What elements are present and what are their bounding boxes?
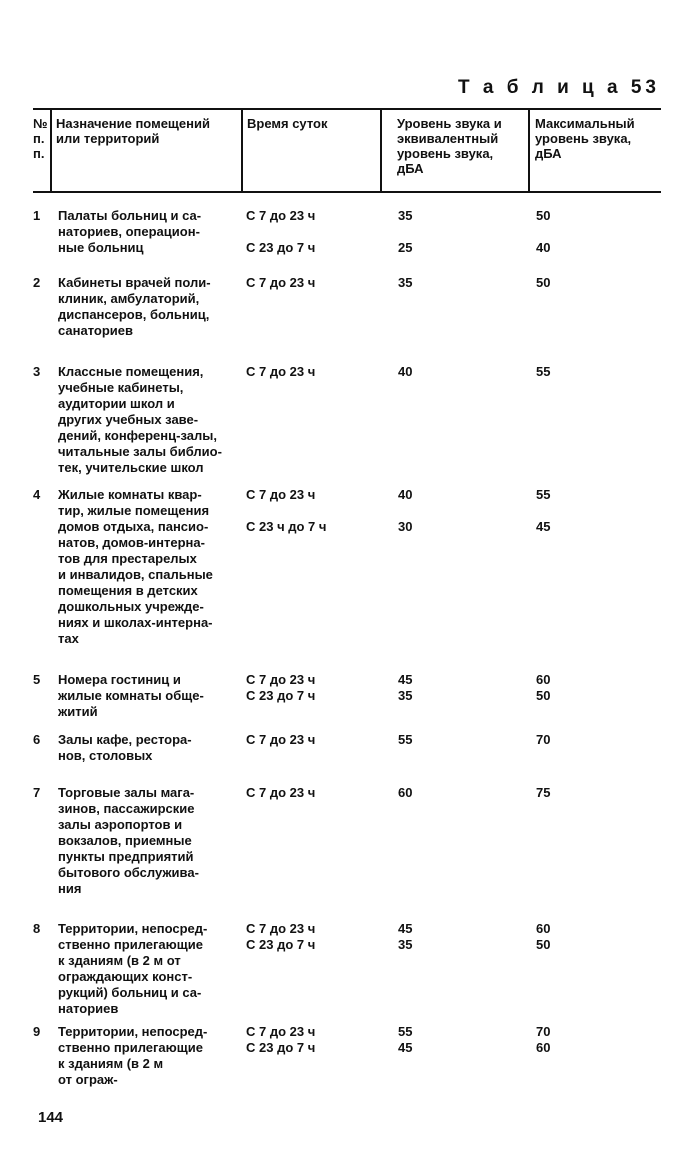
row-number: 1 — [33, 208, 41, 223]
table-row — [0, 208, 700, 275]
row-purpose: Классные помещения, учебные кабинеты, аудитории школ и других учебных заве- дений, конференц-залы, читальные залы библио- тек, учительские школ — [58, 364, 222, 475]
row-purpose: Палаты больниц и са- наториев, операцион- ные больниц — [58, 208, 202, 255]
row-time: С 7 до 23 ч — [246, 487, 316, 502]
header-num: № п. п. — [33, 116, 48, 161]
row-level: 55 — [398, 1024, 413, 1039]
row-level-cell — [398, 364, 498, 380]
row-max: 60 — [536, 1040, 551, 1055]
row-time: С 23 до 7 ч — [246, 688, 316, 703]
table-row — [0, 487, 700, 672]
row-level: 45 — [398, 921, 413, 936]
row-time-cell — [246, 1024, 386, 1056]
row-time: С 23 до 7 ч — [246, 937, 316, 952]
col-divider — [50, 109, 52, 191]
row-number: 4 — [33, 487, 41, 502]
header-level: Уровень звука и эквивалентный уровень звука, дБА — [397, 116, 502, 176]
row-time-cell — [246, 732, 386, 748]
row-time-cell — [246, 921, 386, 953]
row-number: 7 — [33, 785, 41, 800]
row-level-cell — [398, 208, 498, 256]
row-time: С 7 до 23 ч — [246, 732, 316, 747]
row-level: 45 — [398, 1040, 413, 1055]
row-number: 3 — [33, 364, 41, 379]
header-time: Время суток — [247, 116, 328, 131]
row-time: С 7 до 23 ч — [246, 364, 316, 379]
header-bottom-rule — [33, 191, 661, 193]
row-purpose: Кабинеты врачей поли- клиник, амбулаторий, диспансеров, больниц, санаториев — [58, 275, 211, 338]
table-row — [0, 921, 700, 1024]
row-level: 45 — [398, 672, 413, 687]
row-max-cell — [536, 1024, 636, 1056]
row-time-cell — [246, 487, 386, 535]
table-row — [0, 732, 700, 785]
row-max-cell — [536, 208, 636, 256]
row-number: 6 — [33, 732, 41, 747]
row-level-cell — [398, 487, 498, 535]
row-max: 50 — [536, 688, 551, 703]
row-level-cell — [398, 672, 498, 704]
header-max: Максимальный уровень звука, дБА — [535, 116, 635, 161]
row-purpose: Жилые комнаты квар- тир, жилые помещения домов отдыха, пансио- натов, домов-интерна- тов для престарелых и инвалидов, спальные помещения в детских дошкольных учрежде- ниях и школах-интерна- тах — [58, 487, 213, 646]
row-time: С 7 до 23 ч — [246, 208, 316, 223]
table-title: Т а б л и ц а 53 — [458, 77, 660, 98]
row-time: С 7 до 23 ч — [246, 275, 316, 290]
row-level-cell — [398, 275, 498, 291]
row-time: С 7 до 23 ч — [246, 1024, 316, 1039]
row-max: 45 — [536, 519, 551, 534]
row-level: 35 — [398, 688, 413, 703]
row-time: С 23 до 7 ч — [246, 240, 316, 255]
row-purpose: Территории, непосред- ственно прилегающие к зданиям (в 2 м от ограж- — [58, 1024, 208, 1087]
row-level: 35 — [398, 937, 413, 952]
col-divider — [528, 109, 530, 191]
row-purpose: Территории, непосред- ственно прилегающие к зданиям (в 2 м от ограждающих конст- рукций) больниц и са- наториев — [58, 921, 208, 1016]
row-level: 30 — [398, 519, 413, 534]
col-divider — [380, 109, 382, 191]
row-time: С 23 до 7 ч — [246, 1040, 316, 1055]
row-max-cell — [536, 275, 636, 291]
row-max: 50 — [536, 937, 551, 952]
col-divider — [241, 109, 243, 191]
row-max: 60 — [536, 921, 551, 936]
row-level: 40 — [398, 487, 413, 502]
table-header — [33, 109, 661, 191]
row-max: 70 — [536, 732, 551, 747]
row-level-cell — [398, 1024, 498, 1056]
row-time: С 7 до 23 ч — [246, 672, 316, 687]
row-time-cell — [246, 364, 386, 380]
row-level-cell — [398, 732, 498, 748]
row-max-cell — [536, 487, 636, 535]
row-number: 2 — [33, 275, 41, 290]
row-max: 50 — [536, 275, 551, 290]
row-max: 55 — [536, 487, 551, 502]
row-level: 40 — [398, 364, 413, 379]
row-time: С 7 до 23 ч — [246, 785, 316, 800]
table-row — [0, 364, 700, 487]
row-max-cell — [536, 364, 636, 380]
row-max-cell — [536, 921, 636, 953]
table-row — [0, 785, 700, 921]
row-time-cell — [246, 672, 386, 704]
row-level: 55 — [398, 732, 413, 747]
row-max-cell — [536, 785, 636, 801]
row-max: 75 — [536, 785, 551, 800]
table-body — [0, 208, 700, 1114]
page-number: 144 — [38, 1109, 64, 1126]
row-time-cell — [246, 208, 386, 256]
row-level: 35 — [398, 208, 413, 223]
row-max-cell — [536, 732, 636, 748]
row-time-cell — [246, 785, 386, 801]
row-max: 70 — [536, 1024, 551, 1039]
row-max: 50 — [536, 208, 551, 223]
row-max: 40 — [536, 240, 551, 255]
row-number: 5 — [33, 672, 41, 687]
header-purpose: Назначение помещений или территорий — [56, 116, 210, 146]
row-purpose: Номера гостиниц и жилые комнаты обще- житий — [58, 672, 204, 719]
row-purpose: Торговые залы мага- зинов, пассажирские залы аэропортов и вокзалов, приемные пункты предприятий бытового обслужива- ния — [58, 785, 199, 896]
row-level-cell — [398, 785, 498, 801]
table-row — [0, 672, 700, 732]
row-number: 9 — [33, 1024, 41, 1039]
row-time: С 7 до 23 ч — [246, 921, 316, 936]
row-max: 55 — [536, 364, 551, 379]
table-row — [0, 1024, 700, 1114]
row-time: С 23 ч до 7 ч — [246, 519, 327, 534]
row-level: 25 — [398, 240, 413, 255]
row-level: 35 — [398, 275, 413, 290]
row-time-cell — [246, 275, 386, 291]
row-level: 60 — [398, 785, 413, 800]
row-max-cell — [536, 672, 636, 704]
row-level-cell — [398, 921, 498, 953]
row-purpose: Залы кафе, рестора- нов, столовых — [58, 732, 192, 763]
row-max: 60 — [536, 672, 551, 687]
row-number: 8 — [33, 921, 41, 936]
table-row — [0, 275, 700, 364]
